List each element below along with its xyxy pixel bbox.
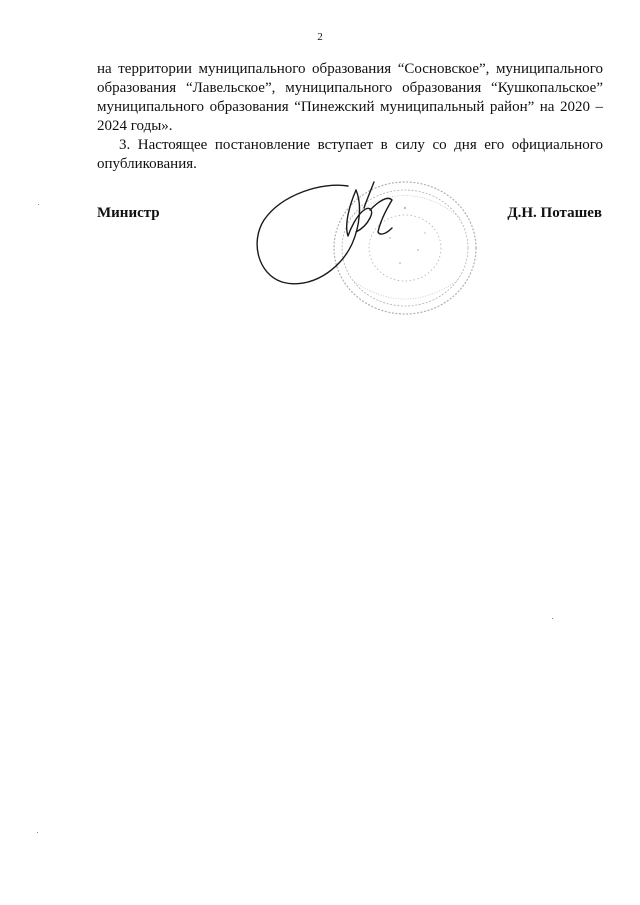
signer-name: Д.Н. Поташев [507, 205, 602, 221]
continuation-line-4: 2024 годы». [97, 118, 173, 134]
continuation-line-2: образования “Лавельское”, муниципального образования “Кушкопальское” [97, 80, 603, 96]
item-3-line-2: опубликования. [97, 156, 197, 172]
continuation-line-3: муниципального образования “Пинежский муниципальный район” на 2020 – [97, 99, 603, 115]
continuation-line-1: на территории муниципального образования “Сосновское”, муниципального [97, 61, 603, 77]
page-number: 2 [317, 31, 323, 43]
scan-speck [37, 832, 38, 833]
item-3-line-1: 3. Настоящее постановление вступает в силу со дня его официального [119, 137, 603, 153]
handwritten-signature [252, 174, 412, 294]
scan-speck [552, 618, 553, 619]
signer-title: Министр [97, 205, 160, 221]
scan-speck [38, 204, 39, 205]
